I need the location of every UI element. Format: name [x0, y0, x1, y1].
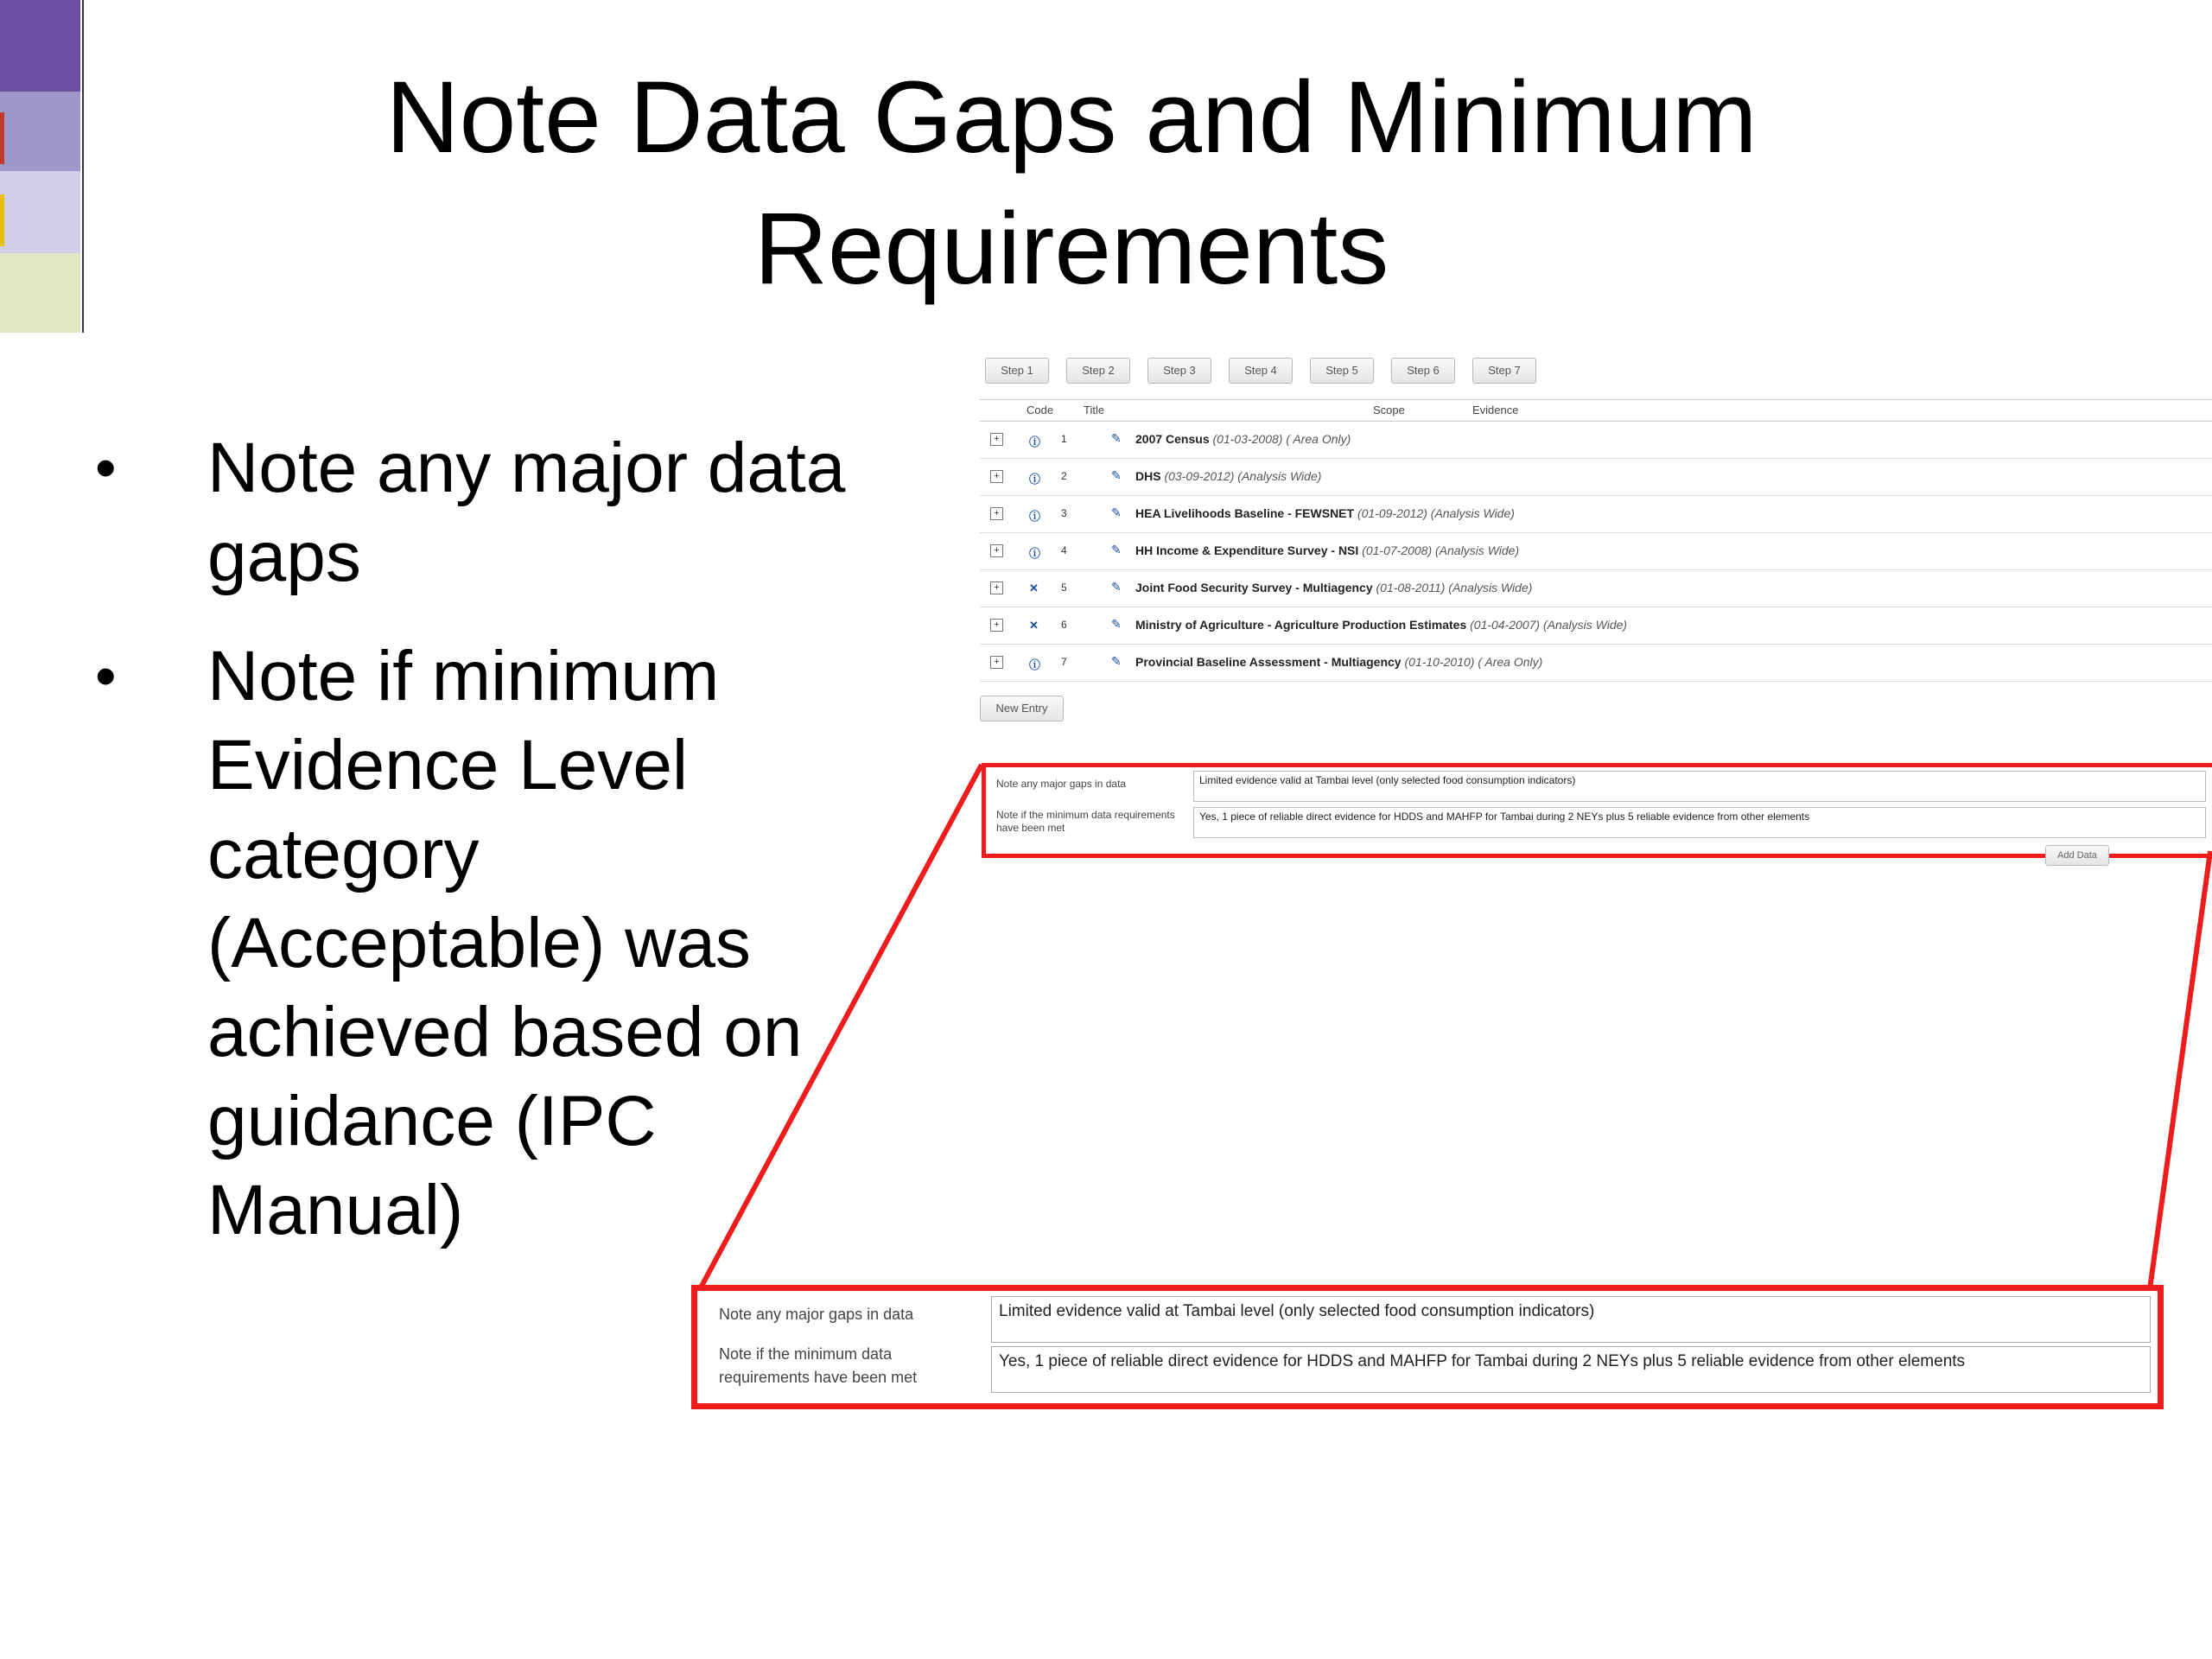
row-code: 4	[1061, 544, 1067, 556]
row-meta: (01-08-2011) (Analysis Wide)	[1372, 581, 1533, 594]
row-code: 2	[1061, 470, 1067, 482]
bullet-text: Note any major data gaps	[207, 429, 846, 596]
expand-icon[interactable]: +	[990, 544, 1003, 557]
tab-step-3[interactable]: Step 3	[1147, 358, 1211, 384]
bullet-dot: •	[95, 434, 117, 501]
row-meta: (01-10-2010) ( Area Only)	[1401, 655, 1543, 669]
header-title: Title	[1084, 404, 1105, 416]
edit-icon[interactable]: ✎	[1111, 617, 1122, 631]
bullet-text: Note if minimum Evidence Level category (Acceptable) was achieved based on guidance (IPC Manual)	[207, 637, 803, 1249]
row-title-text: 2007 Census	[1135, 432, 1210, 446]
row-meta: (01-09-2012) (Analysis Wide)	[1354, 506, 1515, 520]
tab-step-7[interactable]: Step 7	[1472, 358, 1536, 384]
expand-icon[interactable]: +	[990, 433, 1003, 446]
slide-title: Note Data Gaps and Minimum Requirements	[385, 60, 1758, 306]
connector-right	[2150, 851, 2210, 1289]
gaps-field[interactable]: Limited evidence valid at Tambai level (only selected food consumption indicators)	[1193, 771, 2206, 802]
row-meta: (01-03-2008) ( Area Only)	[1209, 432, 1351, 446]
info-icon[interactable]: ⓘ	[1029, 435, 1041, 448]
gaps-field-zoomed[interactable]: Limited evidence valid at Tambai level (only selected food consumption indicators)	[991, 1296, 2151, 1343]
info-icon[interactable]: ⓘ	[1029, 547, 1041, 560]
add-data-button[interactable]: Add Data	[2045, 845, 2109, 866]
expand-icon[interactable]: +	[990, 582, 1003, 594]
info-icon[interactable]: ⓘ	[1029, 510, 1041, 523]
tab-step-6[interactable]: Step 6	[1391, 358, 1455, 384]
row-meta: (01-07-2008) (Analysis Wide)	[1358, 543, 1520, 557]
connector-left	[700, 765, 982, 1289]
edit-icon[interactable]: ✎	[1111, 505, 1122, 519]
row-title-text: Provincial Baseline Assessment - Multiagency	[1135, 655, 1402, 669]
header-scope: Scope	[1373, 404, 1405, 416]
gaps-label: Note any major gaps in data	[996, 778, 1127, 790]
edit-icon[interactable]: ✎	[1111, 654, 1122, 668]
info-icon[interactable]: ⓘ	[1029, 473, 1041, 486]
row-code: 1	[1061, 433, 1067, 445]
edit-icon[interactable]: ✎	[1111, 543, 1122, 556]
header-code: Code	[1027, 404, 1054, 416]
row-code: 3	[1061, 507, 1067, 519]
edit-icon[interactable]: ✎	[1111, 468, 1122, 482]
row-title-text: Joint Food Security Survey - Multiagency	[1135, 581, 1373, 594]
edit-icon[interactable]: ✎	[1111, 431, 1122, 445]
row-code: 5	[1061, 582, 1067, 594]
min-req-label: Note if the minimum data requirements have been met	[996, 809, 1175, 834]
tab-step-4[interactable]: Step 4	[1229, 358, 1293, 384]
info-icon[interactable]: ⓘ	[1029, 658, 1041, 671]
row-code: 6	[1061, 619, 1067, 631]
row-code: 7	[1061, 656, 1067, 668]
expand-icon[interactable]: +	[990, 470, 1003, 483]
tab-step-5[interactable]: Step 5	[1310, 358, 1374, 384]
header-evidence: Evidence	[1472, 404, 1519, 416]
row-meta: (03-09-2012) (Analysis Wide)	[1160, 469, 1322, 483]
min-req-field[interactable]: Yes, 1 piece of reliable direct evidence for HDDS and MAHFP for Tambai during 2 NEYs plus 5 reliable evidence from other elements	[1193, 807, 2206, 838]
expand-icon[interactable]: +	[990, 507, 1003, 520]
bullet-dot: •	[95, 642, 117, 709]
tab-step-1[interactable]: Step 1	[985, 358, 1049, 384]
expand-icon[interactable]: +	[990, 619, 1003, 632]
row-title-text: HEA Livelihoods Baseline - FEWSNET	[1135, 506, 1355, 520]
expand-icon[interactable]: +	[990, 656, 1003, 669]
tab-step-2[interactable]: Step 2	[1066, 358, 1130, 384]
edit-icon[interactable]: ✎	[1111, 580, 1122, 594]
row-meta: (01-04-2007) (Analysis Wide)	[1466, 618, 1628, 632]
delete-icon[interactable]: ✕	[1029, 619, 1039, 632]
min-req-field-zoomed[interactable]: Yes, 1 piece of reliable direct evidence for HDDS and MAHFP for Tambai during 2 NEYs plus 5 reliable evidence from other elements	[991, 1346, 2151, 1393]
gaps-label-zoomed: Note any major gaps in data	[719, 1306, 914, 1323]
min-req-label-zoomed: Note if the minimum data requirements have been met	[719, 1345, 918, 1386]
row-title-text: HH Income & Expenditure Survey - NSI	[1135, 543, 1359, 557]
row-title-text: Ministry of Agriculture - Agriculture Production Estimates	[1135, 618, 1467, 632]
row-title-text: DHS	[1135, 469, 1161, 483]
gaps-form-zoomed	[691, 1285, 2164, 1409]
new-entry-button[interactable]: New Entry	[980, 696, 1064, 721]
delete-icon[interactable]: ✕	[1029, 582, 1039, 594]
